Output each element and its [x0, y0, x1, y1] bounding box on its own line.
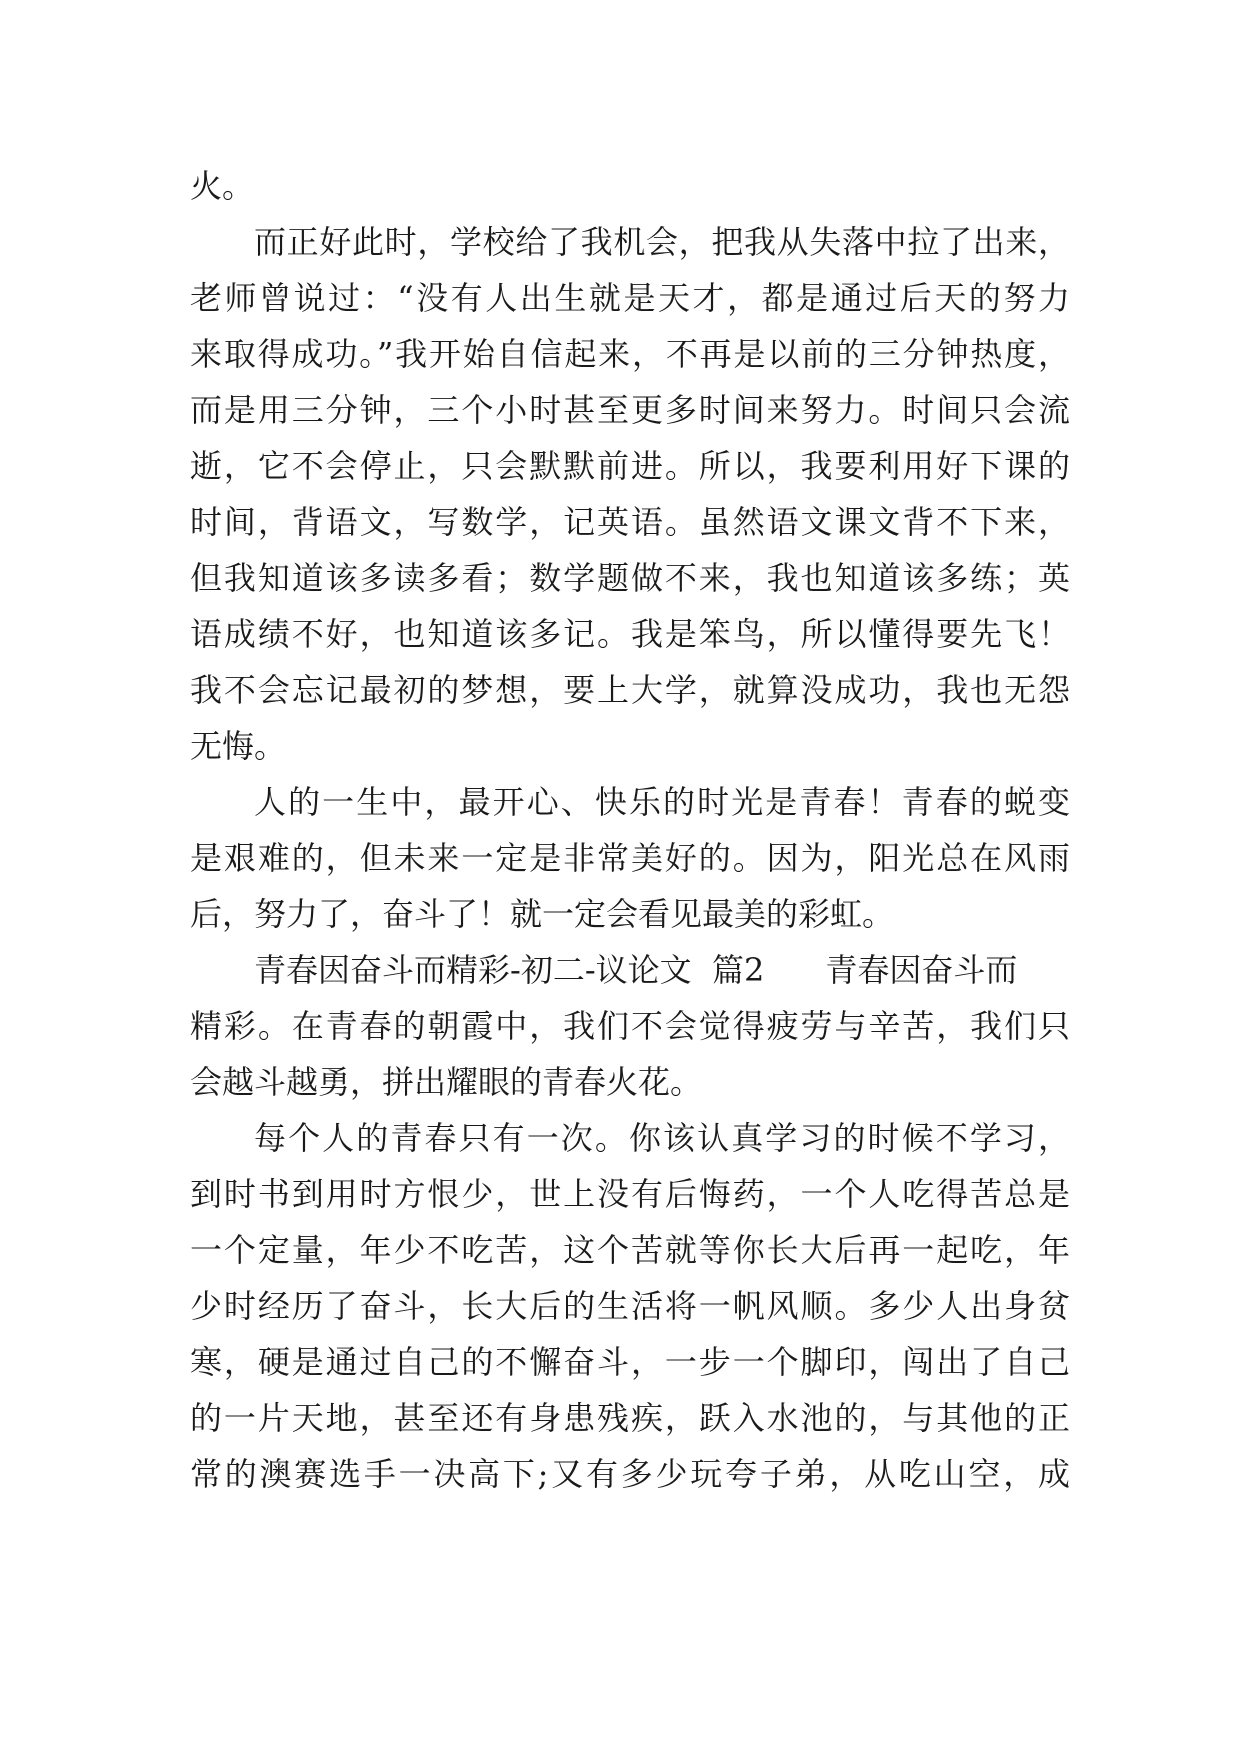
text-line: 老师曾说过：“没有人出生就是天才，都是通过后天的努力 [190, 279, 1070, 317]
text-line: 一个定量，年少不吃苦，这个苦就等你长大后再一起吃，年 [190, 1231, 1070, 1269]
text-line: 少时经历了奋斗，长大后的生活将一帆风顺。多少人出身贫 [190, 1287, 1070, 1325]
text-line: 精彩。在青春的朝霞中，我们不会觉得疲劳与辛苦，我们只 [190, 1007, 1070, 1045]
text-line: 语成绩不好，也知道该多记。我是笨鸟，所以懂得要先飞！ [190, 615, 1070, 653]
text-line: 后，努力了，奋斗了！就一定会看见最美的彩虹。 [190, 895, 895, 933]
text-line: 时间，背语文，写数学，记英语。虽然语文课文背不下来， [190, 503, 1070, 541]
text-line: 是艰难的，但未来一定是非常美好的。因为，阳光总在风雨 [190, 839, 1070, 877]
text-line: 人的一生中，最开心、快乐的时光是青春！青春的蜕变 [254, 783, 1070, 821]
section-heading-line: 青春因奋斗而精彩-初二-议论文 篇2 青春因奋斗而 [254, 951, 1018, 989]
text-line: 来取得成功。”我开始自信起来，不再是以前的三分钟热度， [190, 335, 1070, 373]
text-line: 常的澳赛选手一决高下;又有多少玩夸子弟，从吃山空，成 [190, 1455, 1070, 1493]
text-line: 寒，硬是通过自己的不懈奋斗，一步一个脚印，闯出了自己 [190, 1343, 1070, 1381]
text-line: 而是用三分钟，三个小时甚至更多时间来努力。时间只会流 [190, 391, 1070, 429]
text-line: 但我知道该多读多看；数学题做不来，我也知道该多练；英 [190, 559, 1070, 597]
text-line: 的一片天地，甚至还有身患残疾，跃入水池的，与其他的正 [190, 1399, 1070, 1437]
text-line: 而正好此时，学校给了我机会，把我从失落中拉了出来， [254, 223, 1070, 261]
text-line: 会越斗越勇，拼出耀眼的青春火花。 [190, 1063, 703, 1101]
text-line: 每个人的青春只有一次。你该认真学习的时候不学习， [254, 1119, 1070, 1157]
text-line: 火。 [190, 167, 255, 205]
text-line: 到时书到用时方恨少，世上没有后悔药，一个人吃得苦总是 [190, 1175, 1070, 1213]
text-line: 逝，它不会停止，只会默默前进。所以，我要利用好下课的 [190, 447, 1070, 485]
text-line: 无悔。 [190, 727, 287, 765]
text-line: 我不会忘记最初的梦想，要上大学，就算没成功，我也无怨 [190, 671, 1070, 709]
